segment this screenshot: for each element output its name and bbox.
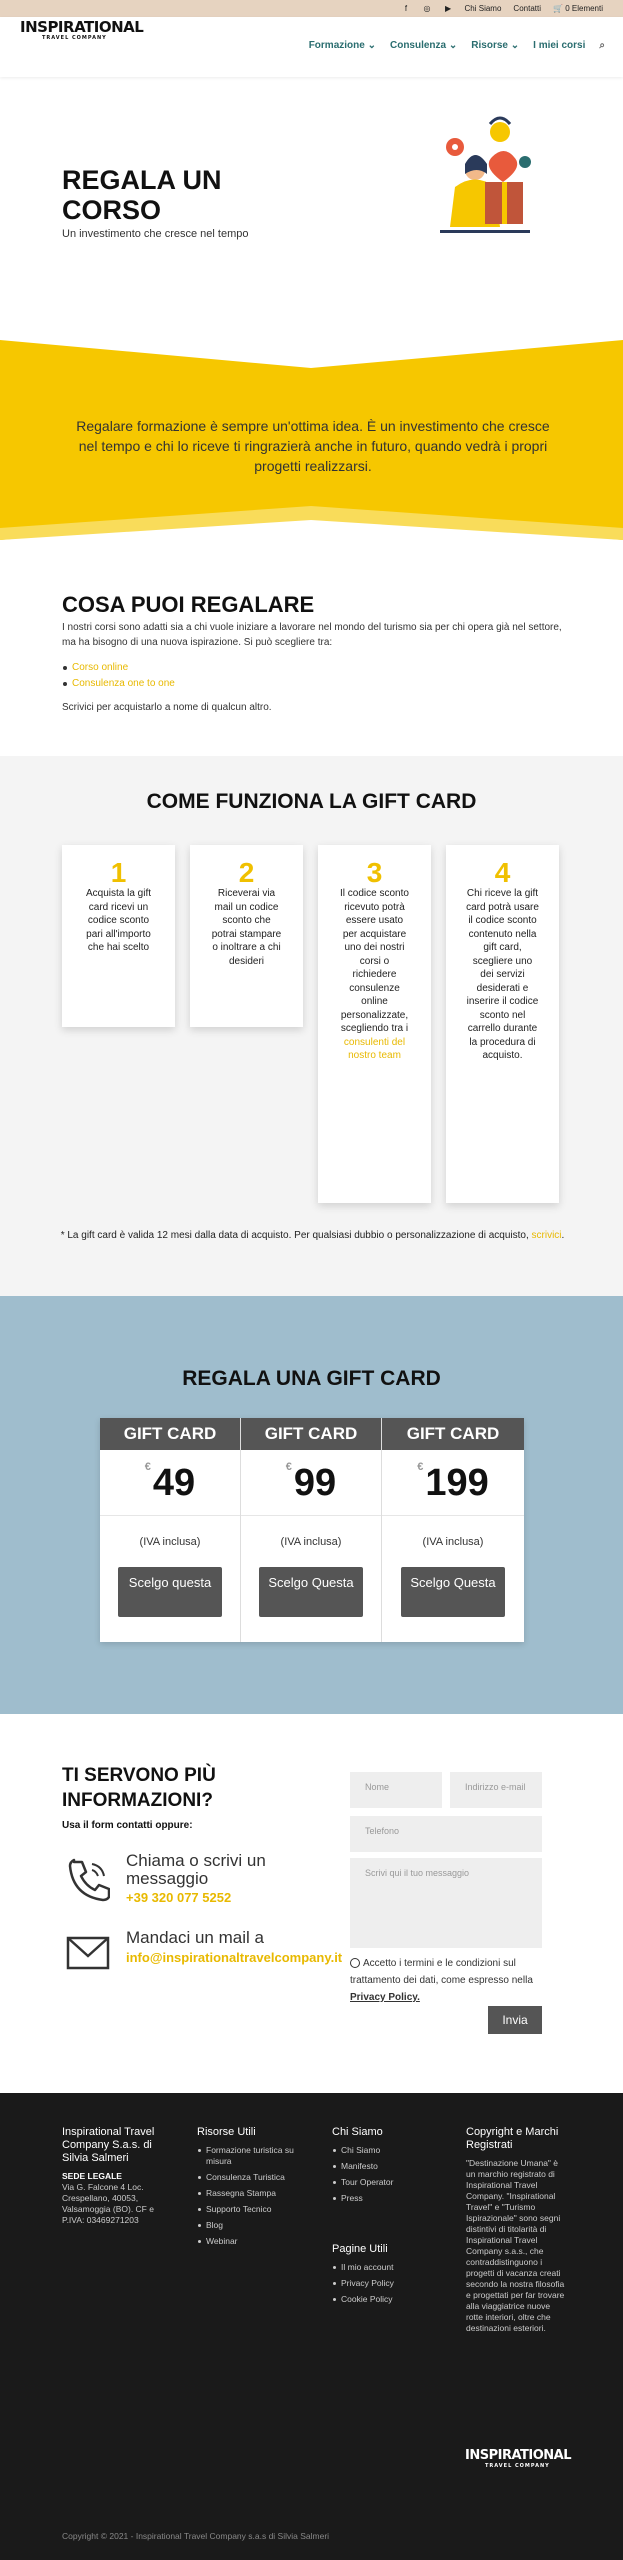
step-text: Il codice sconto ricevuto potrà essere usato per acquistare uno dei nostri corsi o richiedere consulenze online personalizzate, scegliendo tra i consulenti del nostro team [340,888,409,1061]
giftcard-iva: (IVA inclusa) [139,1536,201,1548]
footer-link[interactable]: Privacy Policy [332,2278,432,2289]
nav-formazione[interactable]: Formazione ⌄ [308,40,376,51]
privacy-policy-link[interactable]: Privacy Policy. [350,1992,420,2003]
top-link-chi-siamo[interactable]: Chi Siamo [464,4,502,13]
hero-title: REGALA UN CORSO [62,165,222,225]
footer-chi [332,2126,432,2209]
giftcard-49 [100,1418,241,1642]
footer-link[interactable]: Il mio account [332,2262,432,2273]
cart-icon: 🛒 [553,4,563,13]
footer-risorse [197,2126,297,2252]
footer-link[interactable]: Webinar [197,2236,297,2247]
contact-title: TI SERVONO PIÙ INFORMAZIONI? [62,1765,216,1811]
footer-link[interactable]: Blog [197,2220,297,2231]
giftcard-price: €49 [100,1450,240,1516]
footer-risorse-title: Risorse Utili [197,2126,256,2138]
step-number: 2 [238,857,255,888]
gift-illustration-icon [430,112,540,242]
band-text: Regalare formazione è sempre un'ottima idea. È un investimento che cresce nel tempo e chi lo riceve ti ringrazierà anche in futuro, quando vedrà i propri progetti realizzarsi. [76,418,550,474]
footer-link[interactable]: Manifesto [332,2161,432,2172]
phone-field[interactable]: Telefono [350,1816,542,1852]
email-link[interactable]: info@inspirationaltravelcompany.it [126,1950,343,1965]
footer-sede-label: SEDE LEGALE [62,2171,122,2181]
cosa-item-corso-online[interactable]: Corso online [62,660,175,676]
footer-link[interactable]: Cookie Policy [332,2294,432,2305]
step-number: 3 [366,857,383,888]
step-card-2 [190,845,303,1027]
privacy-consent: Accetto i termini e le condizioni sul trattamento dei dati, come espresso nella Privacy Policy. [350,1958,533,2003]
scrivici-link[interactable]: scrivici [531,1230,562,1241]
footer-copyright-title: Copyright e Marchi Registrati [466,2126,559,2151]
nav-miei-corsi[interactable]: I miei corsi [533,40,586,51]
footer-pagine [332,2243,432,2310]
footer-link[interactable]: Formazione turistica su misura [197,2145,297,2167]
come-title: COME FUNZIONA LA GIFT CARD [146,790,477,813]
footer-pagine-title: Pagine Utili [332,2243,388,2255]
scelgo-button-199[interactable]: Scelgo Questa [401,1567,505,1617]
giftcard-99 [241,1418,382,1642]
top-bar [0,0,623,17]
logo-main: INSPIRATIONAL [20,18,144,36]
footer-company-name: Inspirational Travel Company S.a.s. di Silvia Salmeri [62,2126,155,2164]
footer-logo[interactable]: INSPIRATIONAL TRAVEL COMPANY [465,2448,571,2469]
cosa-intro: I nostri corsi sono adatti sia a chi vuole iniziare a lavorare nel mondo del turismo sia per chi opera già nel settore, ma ha bisogno di una nuova ispirazione. Si può scegliere tra: [62,622,562,648]
footer-link[interactable]: Rassegna Stampa [197,2188,297,2199]
cart-link[interactable] [553,4,603,13]
nav-risorse[interactable]: Risorse ⌄ [471,40,520,51]
youtube-icon[interactable]: ▶ [444,4,452,13]
cosa-title: COSA PUOI REGALARE [62,592,315,617]
giftcard-price: €99 [241,1450,381,1516]
step-text: Riceverai via mail un codice sconto che potrai stampare o inoltrare a chi desideri [211,888,282,967]
mail-label: Mandaci un mail a [126,1928,264,1947]
giftcard-note: * La gift card è valida 12 mesi dalla data di acquisto. Per qualsiasi dubbio o personalizzazione di acquisto, scrivici. [60,1230,565,1241]
footer-link[interactable]: Consulenza Turistica [197,2172,297,2183]
giftcard-199 [382,1418,524,1642]
giftcard-price: €199 [382,1450,524,1516]
logo-sub: TRAVEL COMPANY [42,35,107,41]
giftcard-iva: (IVA inclusa) [422,1536,484,1548]
mail-icon [66,1935,110,1971]
step-text: Acquista la gift card ricevi un codice sconto pari all'importo che hai scelto [85,888,152,953]
cart-count: 0 Elementi [565,4,603,13]
nav-consulenza[interactable]: Consulenza ⌄ [389,40,458,51]
giftcard-header: GIFT CARD [382,1418,524,1450]
main-nav [309,40,605,51]
phone-icon [66,1858,110,1902]
submit-button[interactable]: Invia [488,2006,542,2034]
footer-company [62,2126,162,2226]
facebook-icon[interactable]: f [404,4,408,13]
footer-chi-title: Chi Siamo [332,2126,383,2138]
top-link-contatti[interactable]: Contatti [513,4,541,13]
privacy-checkbox[interactable] [350,1958,360,1968]
step-card-4 [446,845,559,1203]
search-icon[interactable]: ⌕ [599,40,605,51]
call-label: Chiama o scrivi un messaggio [126,1851,266,1888]
regala-title: REGALA UNA GIFT CARD [182,1367,441,1390]
consulenti-link[interactable]: consulenti del nostro team [343,1036,406,1061]
giftcard-header: GIFT CARD [100,1418,240,1450]
email-field[interactable]: Indirizzo e-mail [450,1772,542,1808]
name-field[interactable]: Nome [350,1772,442,1808]
site-logo[interactable] [20,20,143,41]
cosa-list [62,660,175,692]
footer-link[interactable]: Tour Operator [332,2177,432,2188]
step-card-1 [62,845,175,1027]
scelgo-button-99[interactable]: Scelgo Questa [259,1567,363,1617]
contact-subtitle: Usa il form contatti oppure: [62,1820,193,1831]
footer-copyright [466,2126,566,2334]
footer-copyright-text: "Destinazione Umana" è un marchio registrato di Inspirational Travel Company. "Inspirational Travel" e "Turismo Ispirazionale" sono segni distintivi di titolarità di Inspirational Travel Company s.a.s., che contraddistinguono i progetti di vacanza creati secondo la nostra filosofia e progettati per far trovare alla viaggiatrice nuove rotte interiori, oltre che destinazioni esteriori. [466,2158,565,2333]
step-card-3 [318,845,431,1203]
instagram-icon[interactable]: ◎ [423,4,431,13]
footer-sede: Via G. Falcone 4 Loc. Crespellano, 40053, Valsamoggia (BO). CF e P.IVA: 03469271203 [62,2182,154,2225]
step-number: 1 [110,857,127,888]
step-text: Chi riceve la gift card potrà usare il codice sconto contenuto nella gift card, scegliere uno dei servizi desiderati e inserire il codice sconto nel carrello durante la procedura di acquisto. [466,888,539,1061]
message-field[interactable]: Scrivi qui il tuo messaggio [350,1858,542,1948]
giftcard-iva: (IVA inclusa) [280,1536,342,1548]
giftcard-header: GIFT CARD [241,1418,381,1450]
step-number: 4 [494,857,511,888]
footer-link[interactable]: Supporto Tecnico [197,2204,297,2215]
hero-subtitle: Un investimento che cresce nel tempo [62,228,249,240]
footer-link[interactable]: Chi Siamo [332,2145,432,2156]
cosa-item-consulenza[interactable]: Consulenza one to one [62,676,175,692]
footer-link[interactable]: Press [332,2193,432,2204]
copyright-line: Copyright © 2021 - Inspirational Travel Company s.a.s di Silvia Salmeri [62,2531,330,2541]
phone-link[interactable]: +39 320 077 5252 [126,1890,232,1905]
cosa-note: Scrivici per acquistarlo a nome di qualcun altro. [62,702,272,713]
scelgo-button-49[interactable]: Scelgo questa [118,1567,222,1617]
